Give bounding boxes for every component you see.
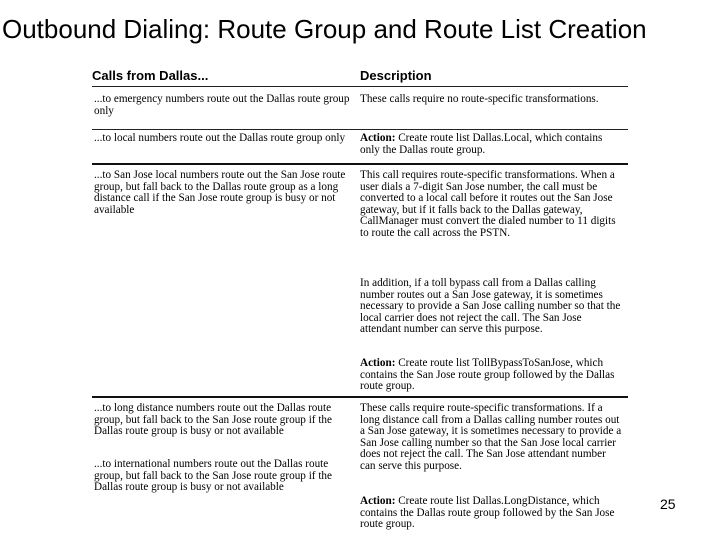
row1-right: These calls require no route-specific transformations. — [360, 93, 599, 105]
row3-left: ...to San Jose local numbers route out the San Jose route group, but fall back to the Dallas route group as a long distance call if the San Jose route group is busy or not available — [94, 169, 346, 216]
row4-left-p1: ...to long distance numbers route out the Dallas route group, but fall back to the San Jose route group if the Dallas route group is busy or not available — [94, 402, 332, 438]
row2-right — [360, 133, 622, 156]
row4-left-p2: ...to international numbers route out the Dallas route group, but fall back to the San Jose route group if the Dallas route group is busy or not available — [94, 458, 332, 494]
action-text: Create route list Dallas.LongDistance, which contains the Dallas route group followed by the San Jose route group. — [360, 495, 615, 531]
row3-rule — [92, 396, 628, 398]
row1-rule — [92, 129, 628, 130]
action-label: Action: — [360, 132, 396, 144]
row2-rule — [92, 163, 628, 165]
header-description: Description — [360, 68, 432, 83]
row3-right-p3 — [360, 358, 622, 393]
row1-left: ...to emergency numbers route out the Dallas route group only — [94, 93, 350, 117]
action-label: Action: — [360, 357, 396, 369]
row2-left: ...to local numbers route out the Dallas route group only — [94, 132, 346, 144]
row4-right-p1: These calls require route-specific transformations. If a long distance call from a Dallas calling number routes out a San Jose gateway, it is sometimes necessary to provide a San Jose calling number so that the San Jose local carrier does not reject the call. The San Jose attendant number can serve this purpose. — [360, 402, 622, 472]
row4-right-p2 — [360, 496, 622, 531]
action-text: Create route list Dallas.Local, which contains only the Dallas route group. — [360, 132, 603, 156]
action-text: Create route list TollBypassToSanJose, which contains the San Jose route group followed by the Dallas route group. — [360, 357, 615, 393]
row3-right-p1: This call requires route-specific transformations. When a user dials a 7-digit San Jose number, the call must be converted to a local call before it routes out the San Jose gateway, but if it falls back to the Dallas gateway, CallManager must convert the dialed number to 11 digits to route the call across the PSTN. — [360, 169, 616, 239]
slide-title: Outbound Dialing: Route Group and Route List Creation — [2, 14, 647, 44]
header-calls-from-dallas: Calls from Dallas... — [92, 68, 209, 83]
header-rule — [92, 86, 628, 87]
row3-right-p2: In addition, if a toll bypass call from a Dallas calling number routes out a San Jose gateway, it is sometimes necessary to provide a San Jose calling number so that the local carrier does not reject the call. The San Jose attendant number can serve this purpose. — [360, 277, 621, 336]
action-label: Action: — [360, 495, 396, 507]
page-number: 25 — [660, 496, 676, 512]
